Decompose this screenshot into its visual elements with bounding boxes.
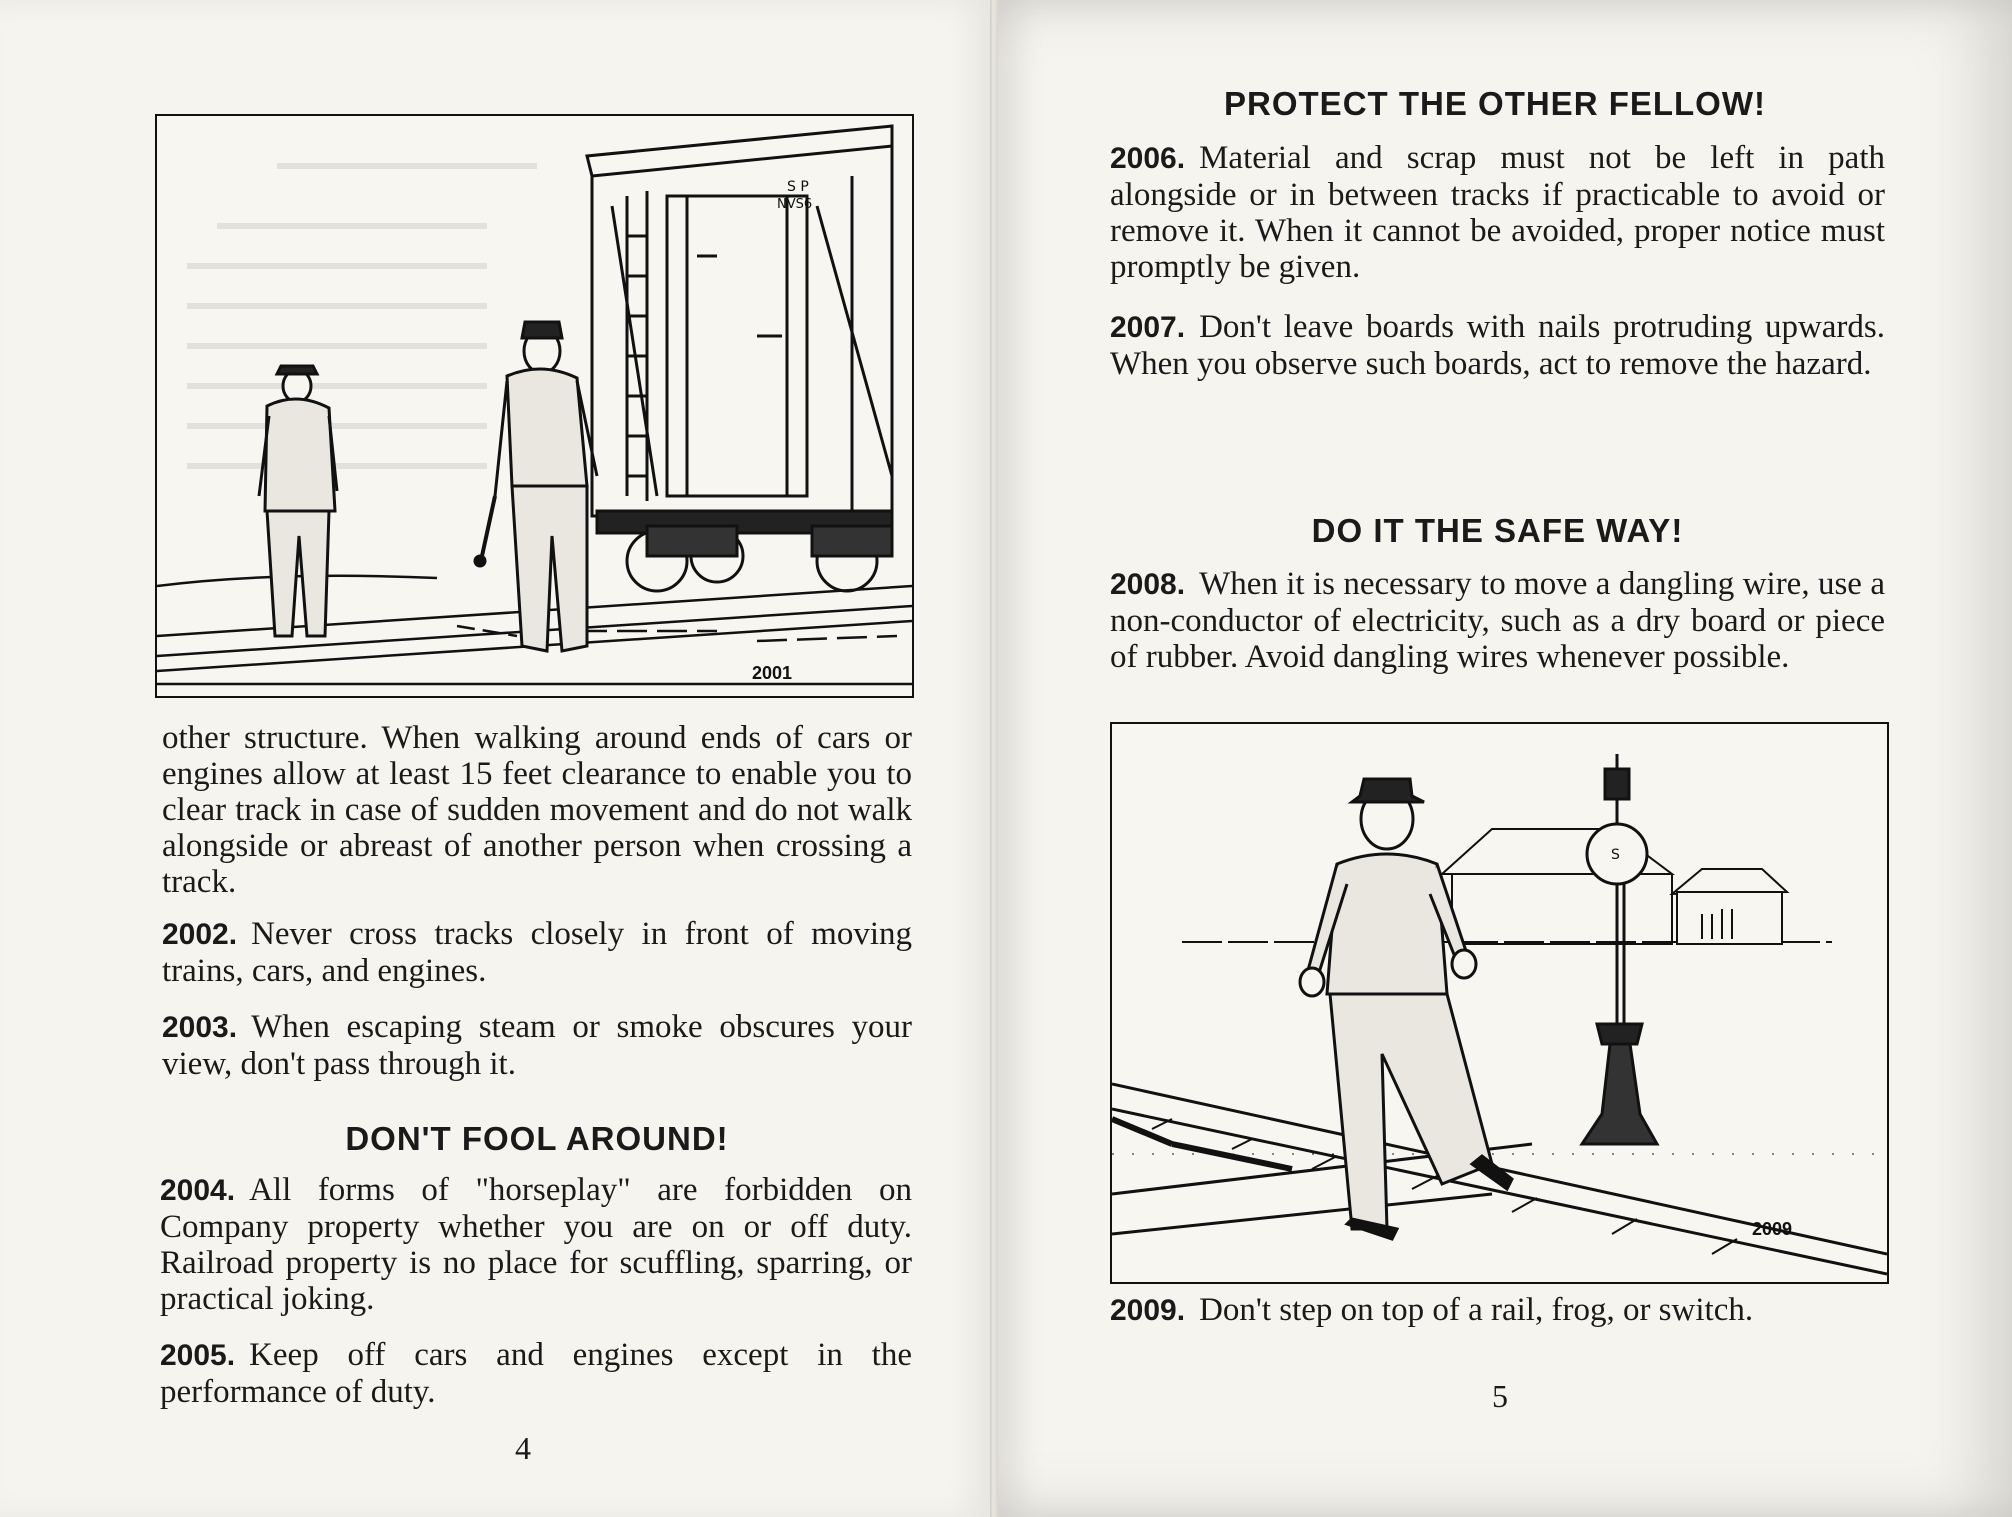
svg-text:S: S: [1611, 847, 1620, 863]
rule-2003: 2003. When escaping steam or smoke obscures your view, don't pass through it.: [162, 1009, 912, 1082]
page-number-right: 5: [1492, 1378, 1508, 1414]
continuation-paragraph: [162, 720, 912, 900]
continuation-text: other structure. When walking around ends of cars or engines allow at least 15 feet clearance to enable you to clear track in case of sudden movement and do not walk alongside or abreast of another person when crossing a track.: [162, 720, 912, 900]
book-gutter: [990, 0, 998, 1517]
rule-2005: 2005. Keep off cars and engines except in the performance of duty.: [160, 1337, 912, 1410]
rules-block-2008: [1110, 566, 1885, 675]
heading-dont-fool-around: DON'T FOOL AROUND!: [345, 1120, 729, 1157]
boxcar-drawing: [157, 116, 912, 696]
rules-block-2004-2005: [160, 1172, 912, 1410]
svg-text:S P: S P: [787, 179, 809, 195]
rules-block-2002-2003: [162, 916, 912, 1082]
left-page: [0, 0, 990, 1517]
right-page: [998, 0, 2012, 1517]
rule-2006: 2006. Material and scrap must not be left in path alongside or in between tracks if practicable to avoid or remove it. When it cannot be avoided, proper notice must promptly be given.: [1110, 140, 1885, 285]
rules-block-2009: [1110, 1292, 1895, 1329]
illustration-number: 2001: [752, 663, 793, 683]
rule-2007: 2007. Don't leave boards with nails protruding upwards. When you observe such boards, act to remove the hazard.: [1110, 309, 1885, 382]
rules-block-2006-2007: [1110, 140, 1885, 382]
page-number-left: 4: [515, 1430, 531, 1466]
illustration-number: 2009: [1752, 1219, 1793, 1239]
illustration-man-crossing-rail: [1110, 722, 1889, 1284]
rule-2002: 2002. Never cross tracks closely in front of moving trains, cars, and engines.: [162, 916, 912, 989]
rule-2004: 2004. All forms of "horseplay" are forbidden on Company property whether you are on or off duty. Railroad property is no place for scuffling, sparring, or practical joking.: [160, 1172, 912, 1317]
illustration-boxcar-walkers: [155, 114, 914, 698]
svg-text:NVS6: NVS6: [777, 197, 813, 212]
rule-2009: 2009. Don't step on top of a rail, frog, or switch.: [1110, 1292, 1754, 1328]
heading-do-it-the-safe-way: DO IT THE SAFE WAY!: [1311, 512, 1684, 549]
heading-protect-the-other-fellow: PROTECT THE OTHER FELLOW!: [1224, 85, 1766, 122]
rail-crossing-drawing: [1112, 724, 1887, 1282]
rule-2008: 2008. When it is necessary to move a dangling wire, use a non-conductor of electricity, such as a dry board or piece of rubber. Avoid dangling wires whenever possible.: [1110, 566, 1885, 675]
